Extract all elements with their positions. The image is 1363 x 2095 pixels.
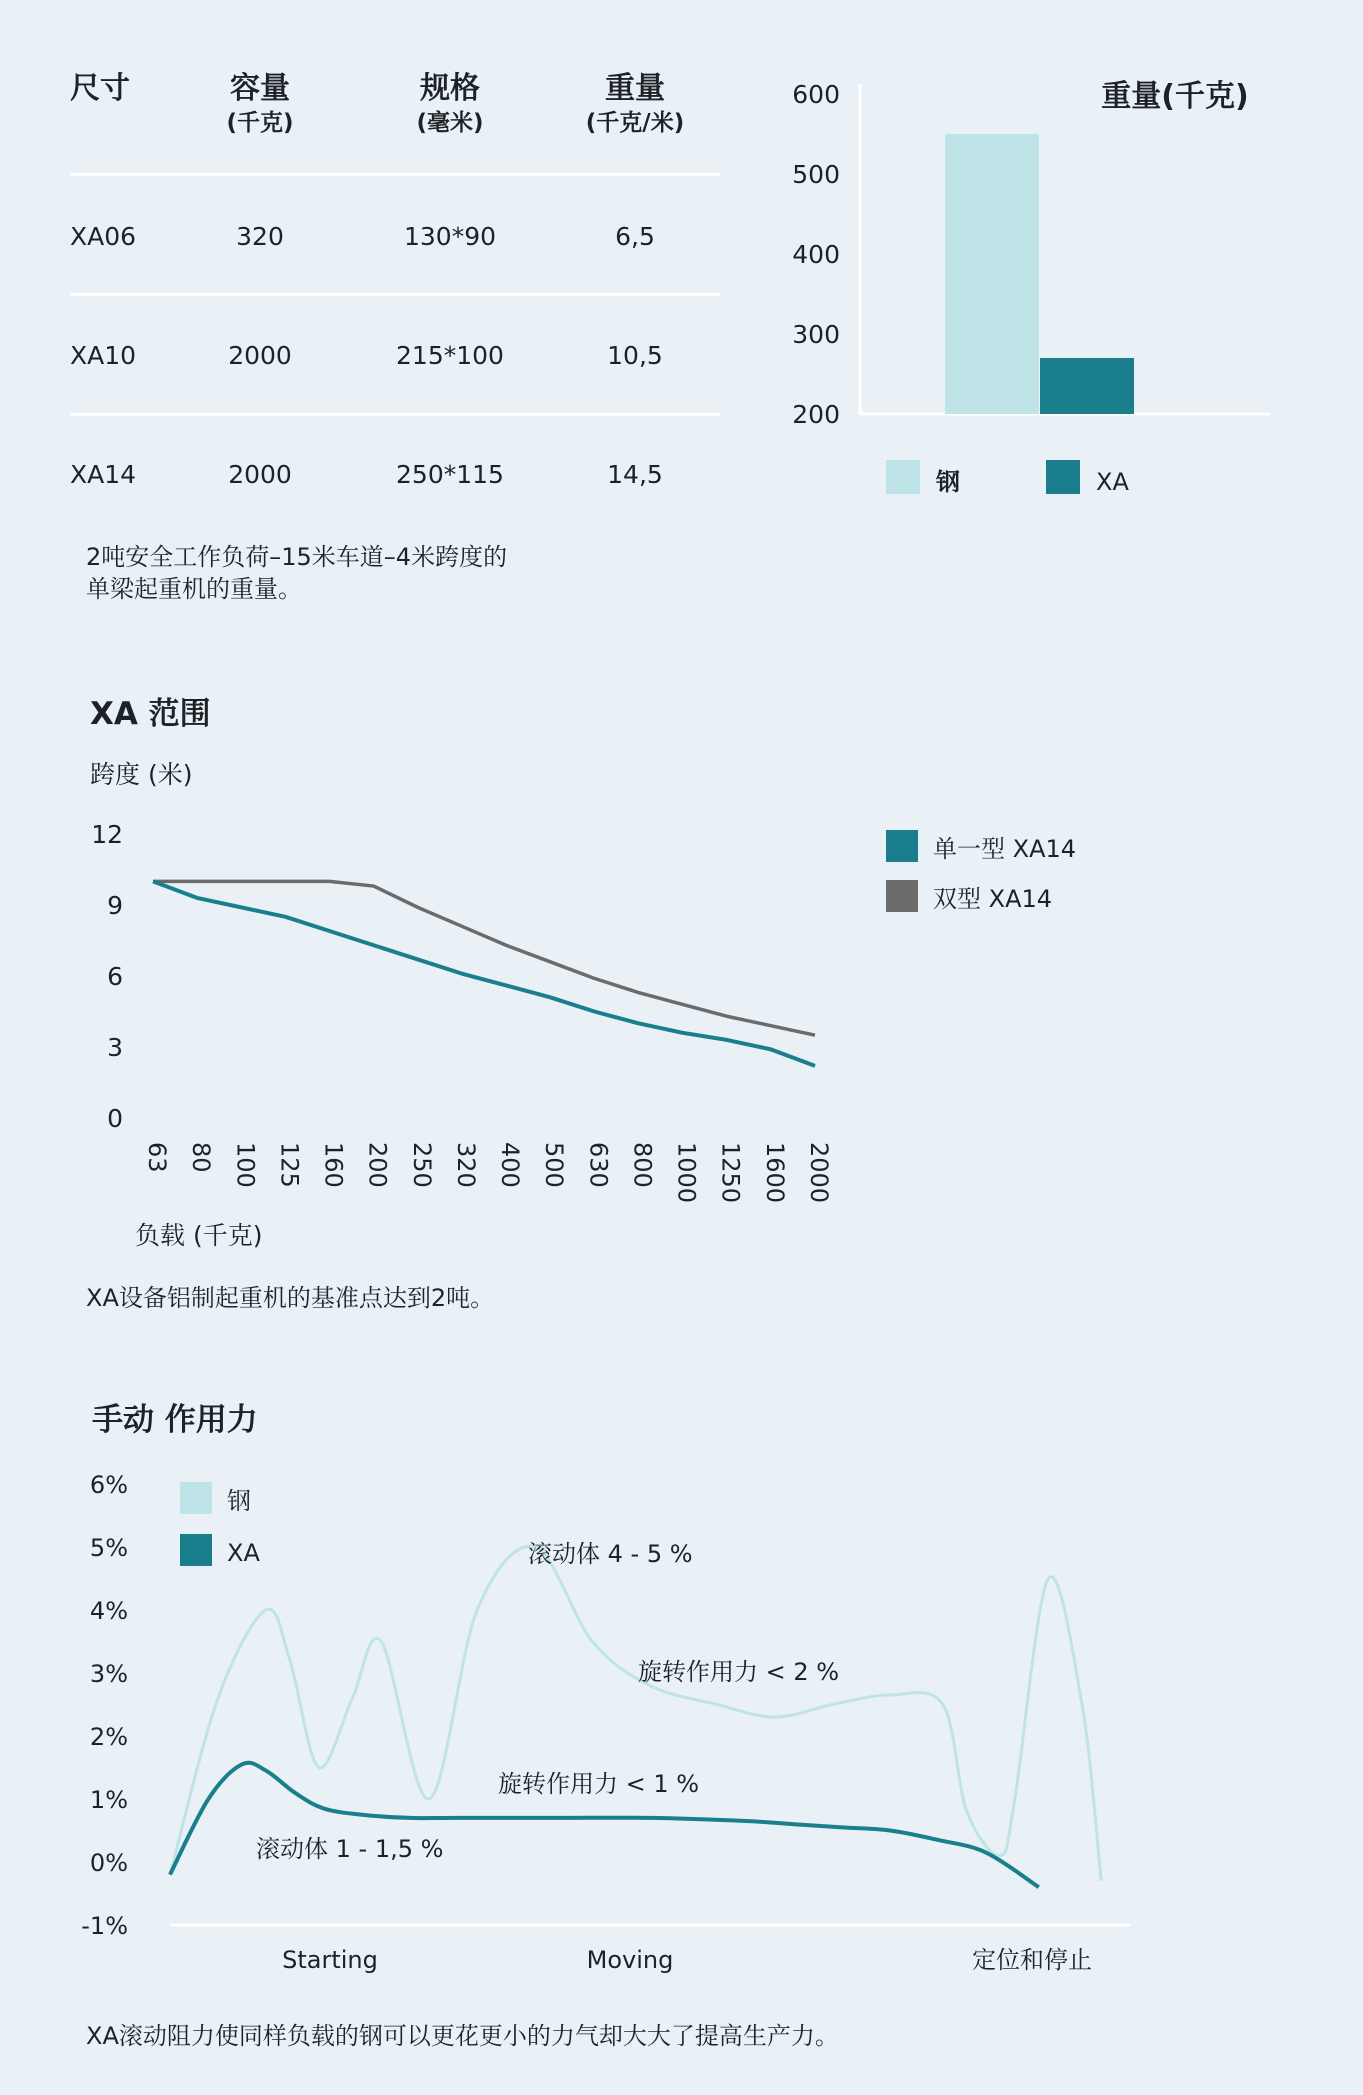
table-header-capacity [190,72,330,140]
chart-title: 重量(千克) [1101,79,1249,114]
y-tick-label: 6% [89,1471,128,1499]
y-tick-label: 3% [89,1660,128,1688]
cell-capacity: 320 [236,222,284,251]
header-title: 容量 [230,71,290,106]
legend-label: 双型 XA14 [933,885,1053,913]
table-header-size [70,72,170,106]
annotation-label: 旋转作用力 < 1 % [498,1770,700,1798]
caption-line: 2吨安全工作负荷–15米车道–4米跨度的 [86,543,508,571]
y-tick-label: 6 [107,962,123,991]
header-title: 规格 [420,71,480,106]
cell-weight: 14,5 [607,460,663,489]
x-tick-label: 63 [143,1142,171,1173]
table-divider [70,293,720,296]
x-tick-label: 1250 [716,1142,745,1204]
header-unit: (毫米) [416,110,484,136]
x-tick-label: 630 [584,1142,613,1188]
y-tick-label: 0 [107,1104,123,1133]
x-tick-label: 100 [231,1142,260,1188]
weight-bar-chart [760,70,1280,510]
y-axis-label: 跨度 (米) [90,760,193,789]
y-tick-label: 9 [107,891,123,920]
cell-size: XA14 [70,460,137,489]
legend-label: XA [227,1539,260,1567]
y-tick-label: 4% [89,1597,128,1625]
cell-weight: 10,5 [607,341,663,370]
x-tick-label: 250 [407,1142,436,1188]
y-tick-label: 0% [89,1849,128,1877]
x-tick-label: 800 [628,1142,657,1188]
x-tick-label: 400 [496,1142,525,1188]
header-title: 重量 [605,71,665,106]
x-axis-label: 负载 (千克) [135,1221,263,1250]
table-header-spec [370,72,530,140]
y-tick-label: 300 [792,320,840,349]
y-tick-label: 12 [91,820,123,849]
phase-label: 定位和停止 [972,1946,1092,1974]
legend-label: 单一型 XA14 [933,835,1077,863]
y-tick-label: 200 [792,400,840,429]
legend-label: 钢 [936,468,960,496]
x-tick-label: 160 [319,1142,348,1188]
y-tick-label: -1% [81,1912,128,1940]
range-section-title: XA 范围 [90,696,211,732]
y-tick-label: 500 [792,160,840,189]
cell-spec: 130*90 [403,222,497,251]
x-tick-label: 500 [540,1142,569,1188]
annotation-label: 滚动体 4 - 5 % [528,1540,693,1568]
x-tick-label: 125 [275,1142,304,1188]
phase-label: Moving [586,1946,674,1974]
table-divider [70,413,720,416]
cell-capacity: 2000 [228,460,292,489]
x-tick-label: 320 [451,1142,480,1188]
legend-swatch [1046,460,1080,494]
force-section-title: 手动 作用力 [92,1402,258,1438]
legend-swatch [180,1534,212,1566]
y-tick-label: 5% [89,1534,128,1562]
annotation-label: 旋转作用力 < 2 % [638,1658,840,1686]
cell-size: XA10 [70,341,137,370]
y-tick-label: 600 [792,80,840,109]
y-tick-label: 1% [89,1786,128,1814]
bar-xa [1040,358,1134,414]
force-caption: XA滚动阻力使同样负载的钢可以更花更小的力气却大大了提高生产力。 [86,2022,839,2050]
cell-capacity: 2000 [228,341,292,370]
bar-steel [945,134,1039,414]
legend-swatch [886,830,918,862]
table-divider [70,173,720,176]
y-tick-label: 2% [89,1723,128,1751]
table-caption [86,541,706,605]
table-header-weight [560,72,710,140]
header-unit: (千克) [226,110,294,136]
y-tick-label: 3 [107,1033,123,1062]
phase-label: Starting [282,1946,378,1974]
series-line-steel [170,1546,1101,1881]
force-line-chart [70,1460,1170,1990]
range-caption: XA设备铝制起重机的基准点达到2吨。 [86,1284,495,1312]
caption-line: 单梁起重机的重量。 [86,575,302,603]
series-line-single [153,881,815,1066]
x-tick-label: 200 [363,1142,392,1188]
header-title: 尺寸 [70,71,130,106]
x-tick-label: 2000 [805,1142,833,1204]
x-tick-label: 1000 [672,1142,701,1204]
legend-swatch [180,1482,212,1514]
header-unit: (千克/米) [585,110,685,136]
cell-spec: 215*100 [396,341,504,370]
legend-swatch [886,880,918,912]
range-line-chart [80,750,1120,1270]
x-tick-label: 80 [187,1142,216,1173]
cell-size: XA06 [70,222,137,251]
annotation-label: 滚动体 1 - 1,5 % [256,1835,444,1863]
legend-swatch [886,460,920,494]
x-tick-label: 1600 [760,1142,789,1204]
series-line-double [153,881,815,1035]
legend-label: 钢 [227,1487,251,1515]
y-tick-label: 400 [792,240,840,269]
cell-spec: 250*115 [396,460,504,489]
legend-label: XA [1096,468,1129,496]
cell-weight: 6,5 [615,222,655,251]
